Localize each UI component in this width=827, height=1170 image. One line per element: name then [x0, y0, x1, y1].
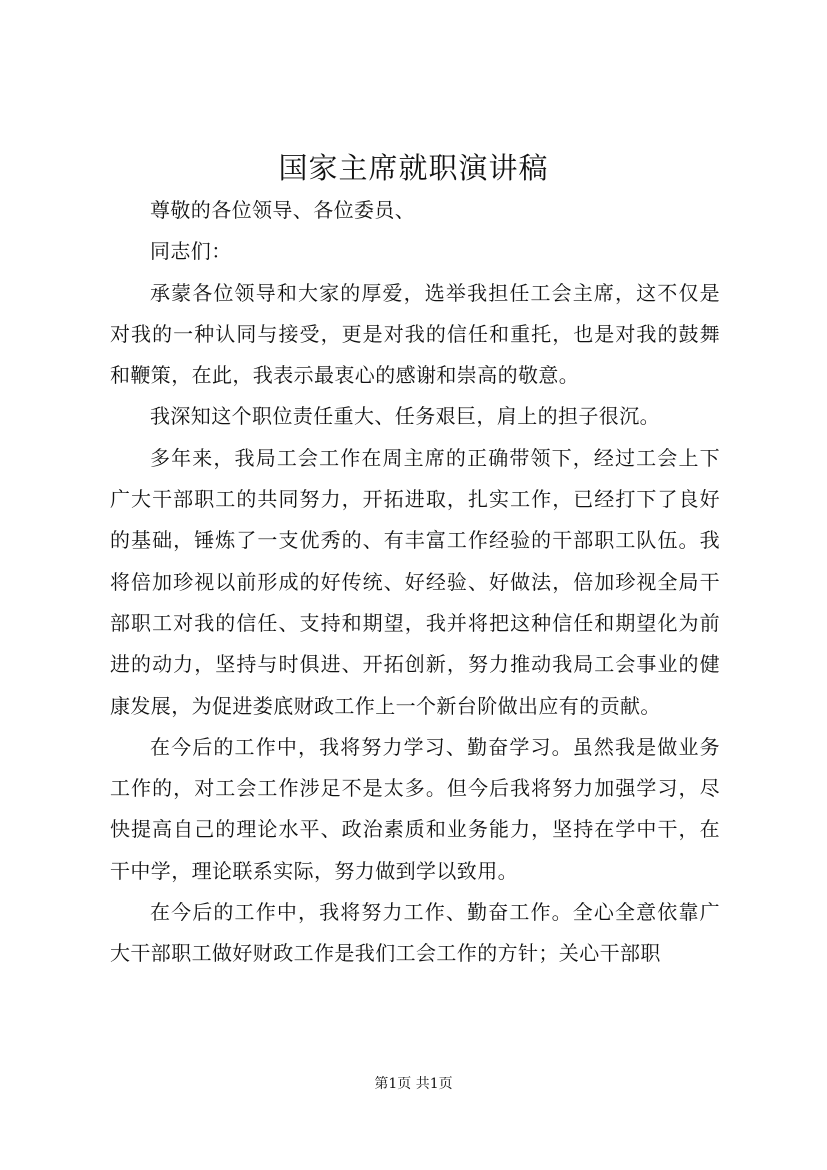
body-paragraph: 多年来，我局工会工作在周主席的正确带领下，经过工会上下广大干部职工的共同努力，开拓进取，扎实工作，已经打下了良好的基础，锤炼了一支优秀的、有丰富工作经验的干部职工队伍。我将倍加珍视以前形成的好传统、好经验、好做法，倍加珍视全局干部职工对我的信任、支持和期望，我并将把这种信任和期望化为前进的动力，坚持与时俱进、开拓创新，努力推动我局工会事业的健康发展，为促进娄底财政工作上一个新台阶做出应有的贡献。 [110, 445, 720, 718]
salutation-line: 尊敬的各位领导、各位委员、 [150, 198, 416, 222]
document-body [110, 190, 720, 975]
body-paragraph: 承蒙各位领导和大家的厚爱，选举我担任工会主席，这不仅是对我的一种认同与接受，更是对我的信任和重托，也是对我的鼓舞和鞭策，在此，我表示最衷心的感谢和崇高的敬意。 [110, 280, 720, 388]
page-number-footer: 第1页 共1页 [374, 1076, 453, 1092]
body-paragraph: 在今后的工作中，我将努力学习、勤奋学习。虽然我是做业务工作的，对工会工作涉足不是太多。但今后我将努力加强学习，尽快提高自己的理论水平、政治素质和业务能力，坚持在学中干，在干中学，理论联系实际，努力做到学以致用。 [110, 734, 720, 883]
body-paragraph: 我深知这个职位责任重大、任务艰巨，肩上的担子很沉。 [150, 404, 660, 429]
body-paragraph: 在今后的工作中，我将努力工作、勤奋工作。全心全意依靠广大干部职工做好财政工作是我们工会工作的方针；关心干部职 [110, 900, 720, 966]
salutation-line: 同志们： [150, 239, 232, 264]
document-title: 国家主席就职演讲稿 [278, 151, 549, 185]
